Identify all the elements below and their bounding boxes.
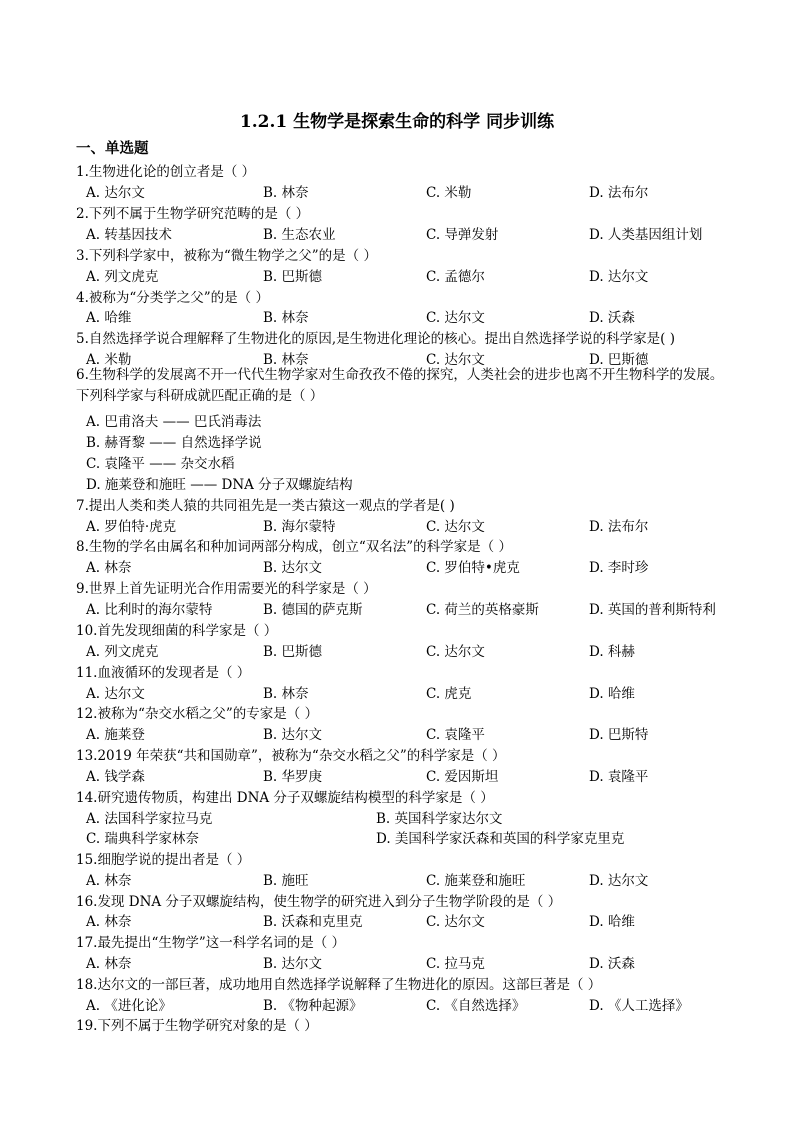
question-5-option-C[interactable]: C. 达尔文 (426, 352, 485, 368)
question-4-options (86, 306, 726, 327)
question-3-option-C[interactable]: C. 孟德尔 (426, 269, 485, 285)
question-10-option-A[interactable]: A. 列文虎克 (86, 644, 159, 660)
question-8: 8.生物的学名由属名和种加词两部分构成，创立“双名法”的科学家是（ ） (76, 539, 512, 555)
question-4: 4.被称为“分类学之父”的是（ ） (76, 290, 269, 306)
question-17-option-C[interactable]: C. 拉马克 (426, 956, 485, 972)
question-8-option-D[interactable]: D. 李时珍 (589, 560, 649, 576)
question-7-option-D[interactable]: D. 法布尔 (589, 519, 649, 535)
question-10-option-D[interactable]: D. 科赫 (589, 644, 635, 660)
question-17-option-A[interactable]: A. 林奈 (86, 956, 132, 972)
section-heading: 一、单选题 (76, 140, 149, 157)
question-18: 18.达尔文的一部巨著，成功地用自然选择学说解释了生物进化的原因。这部巨著是（ ） (76, 977, 602, 993)
question-18-option-D[interactable]: D. 《人工选择》 (589, 998, 689, 1014)
question-18-option-B[interactable]: B. 《物种起源》 (263, 998, 363, 1014)
question-17-option-D[interactable]: D. 沃森 (589, 956, 635, 972)
question-14-option-C[interactable]: C. 瑞典科学家林奈 (86, 831, 199, 847)
question-8-option-B[interactable]: B. 达尔文 (263, 560, 323, 576)
question-5-option-D[interactable]: D. 巴斯德 (589, 352, 649, 368)
question-2-options (86, 223, 726, 244)
question-1-option-B[interactable]: B. 林奈 (263, 185, 309, 201)
question-18-options (86, 994, 726, 1015)
question-3-option-A[interactable]: A. 列文虎克 (86, 269, 159, 285)
question-7: 7.提出人类和类人猿的共同祖先是一类古猿这一观点的学者是( ) (76, 498, 455, 514)
question-13-option-A[interactable]: A. 钱学森 (86, 769, 145, 785)
question-7-option-A[interactable]: A. 罗伯特·虎克 (86, 519, 177, 535)
question-7-option-C[interactable]: C. 达尔文 (426, 519, 485, 535)
question-18-option-A[interactable]: A. 《进化论》 (86, 998, 172, 1014)
question-10: 10.首先发现细菌的科学家是（ ） (76, 623, 278, 639)
question-3: 3.下列科学家中，被称为“微生物学之父”的是（ ） (76, 248, 377, 264)
question-11-options (86, 682, 726, 703)
question-15-option-A[interactable]: A. 林奈 (86, 873, 132, 889)
question-15-option-D[interactable]: D. 达尔文 (589, 873, 649, 889)
question-2-option-B[interactable]: B. 生态农业 (263, 227, 336, 243)
page-title: 1.2.1 生物学是探索生命的科学 同步训练 (239, 112, 555, 132)
question-15-option-C[interactable]: C. 施莱登和施旺 (426, 873, 526, 889)
question-6-option-D[interactable]: D. 施莱登和施旺 —— DNA 分子双螺旋结构 (86, 477, 353, 493)
question-1: 1.生物进化论的创立者是（ ） (76, 164, 256, 180)
question-5: 5.自然选择学说合理解释了生物进化的原因,是生物进化理论的核心。提出自然选择学说的科学家是( ) (76, 331, 675, 347)
question-11-option-D[interactable]: D. 哈维 (589, 686, 635, 702)
question-4-option-C[interactable]: C. 达尔文 (426, 310, 485, 326)
question-17-options (86, 952, 726, 973)
question-11-option-B[interactable]: B. 林奈 (263, 686, 309, 702)
question-9-option-A[interactable]: A. 比利时的海尔蒙特 (86, 602, 213, 618)
question-9-option-B[interactable]: B. 德国的萨克斯 (263, 602, 363, 618)
question-1-option-C[interactable]: C. 米勒 (426, 185, 472, 201)
question-13-option-B[interactable]: B. 华罗庚 (263, 769, 323, 785)
question-5-option-A[interactable]: A. 米勒 (86, 352, 132, 368)
question-17: 17.最先提出“生物学”这一科学名词的是（ ） (76, 935, 346, 951)
question-4-option-D[interactable]: D. 沃森 (589, 310, 635, 326)
question-9: 9.世界上首先证明光合作用需要光的科学家是（ ） (76, 581, 377, 597)
question-8-option-A[interactable]: A. 林奈 (86, 560, 132, 576)
question-8-options (86, 556, 726, 577)
question-6-option-C[interactable]: C. 袁隆平 —— 杂交水稻 (86, 456, 235, 472)
question-12-option-C[interactable]: C. 袁隆平 (426, 727, 485, 743)
question-10-options (86, 640, 726, 661)
question-15: 15.细胞学说的提出者是（ ） (76, 852, 251, 868)
question-2-option-A[interactable]: A. 转基因技术 (86, 227, 172, 243)
question-16-option-D[interactable]: D. 哈维 (589, 914, 635, 930)
question-12-option-B[interactable]: B. 达尔文 (263, 727, 323, 743)
question-1-option-D[interactable]: D. 法布尔 (589, 185, 649, 201)
question-16-option-B[interactable]: B. 沃森和克里克 (263, 914, 363, 930)
question-2-option-D[interactable]: D. 人类基因组计划 (589, 227, 703, 243)
question-17-option-B[interactable]: B. 达尔文 (263, 956, 323, 972)
question-6: 6.生物科学的发展离不开一代代生物学家对生命孜孜不倦的探究，人类社会的进步也离不开生物科学的发展。下列科学家与科研成就匹配正确的是（ ） (76, 367, 724, 404)
question-14-option-A[interactable]: A. 法国科学家拉马克 (86, 811, 213, 827)
question-6-option-B[interactable]: B. 赫胥黎 —— 自然选择学说 (86, 435, 262, 451)
question-7-options (86, 515, 726, 536)
question-1-options (86, 181, 726, 202)
question-16-option-A[interactable]: A. 林奈 (86, 914, 132, 930)
question-12-option-A[interactable]: A. 施莱登 (86, 727, 145, 743)
question-11: 11.血液循环的发现者是（ ） (76, 665, 251, 681)
question-16-option-C[interactable]: C. 达尔文 (426, 914, 485, 930)
question-1-option-A[interactable]: A. 达尔文 (86, 185, 145, 201)
question-9-options (86, 598, 726, 619)
question-12-options (86, 723, 726, 744)
question-9-option-D[interactable]: D. 英国的普利斯特利 (589, 602, 716, 618)
question-5-option-B[interactable]: B. 林奈 (263, 352, 309, 368)
question-12: 12.被称为“杂交水稻之父”的专家是（ ） (76, 706, 319, 722)
question-13: 13.2019 年荣获“共和国勋章”，被称为“杂交水稻之父”的科学家是（ ） (76, 748, 506, 764)
question-10-option-B[interactable]: B. 巴斯德 (263, 644, 323, 660)
question-4-option-A[interactable]: A. 哈维 (86, 310, 132, 326)
question-8-option-C[interactable]: C. 罗伯特•虎克 (426, 560, 520, 576)
question-7-option-B[interactable]: B. 海尔蒙特 (263, 519, 336, 535)
question-16: 16.发现 DNA 分子双螺旋结构，使生物学的研究进入到分子生物学阶段的是（ ） (76, 894, 562, 910)
question-13-option-C[interactable]: C. 爱因斯坦 (426, 769, 499, 785)
question-14-option-B[interactable]: B. 英国科学家达尔文 (376, 811, 503, 827)
question-15-option-B[interactable]: B. 施旺 (263, 873, 309, 889)
question-10-option-C[interactable]: C. 达尔文 (426, 644, 485, 660)
question-6-option-A[interactable]: A. 巴甫洛夫 —— 巴氏消毒法 (86, 414, 262, 430)
question-16-options (86, 910, 726, 931)
question-11-option-C[interactable]: C. 虎克 (426, 686, 472, 702)
question-3-option-B[interactable]: B. 巴斯德 (263, 269, 323, 285)
question-19: 19.下列不属于生物学研究对象的是（ ） (76, 1018, 318, 1034)
question-11-option-A[interactable]: A. 达尔文 (86, 686, 145, 702)
question-9-option-C[interactable]: C. 荷兰的英格豪斯 (426, 602, 539, 618)
question-18-option-C[interactable]: C. 《自然选择》 (426, 998, 526, 1014)
question-3-options (86, 265, 726, 286)
question-13-options (86, 765, 726, 786)
question-14: 14.研究遗传物质，构建出 DNA 分子双螺旋结构模型的科学家是（ ） (76, 790, 494, 806)
question-4-option-B[interactable]: B. 林奈 (263, 310, 309, 326)
question-15-options (86, 869, 726, 890)
question-2: 2.下列不属于生物学研究范畴的是（ ） (76, 206, 310, 222)
question-2-option-C[interactable]: C. 导弹发射 (426, 227, 499, 243)
question-3-option-D[interactable]: D. 达尔文 (589, 269, 649, 285)
question-14-option-D[interactable]: D. 美国科学家沃森和英国的科学家克里克 (376, 831, 625, 847)
question-13-option-D[interactable]: D. 袁隆平 (589, 769, 649, 785)
question-12-option-D[interactable]: D. 巴斯特 (589, 727, 649, 743)
